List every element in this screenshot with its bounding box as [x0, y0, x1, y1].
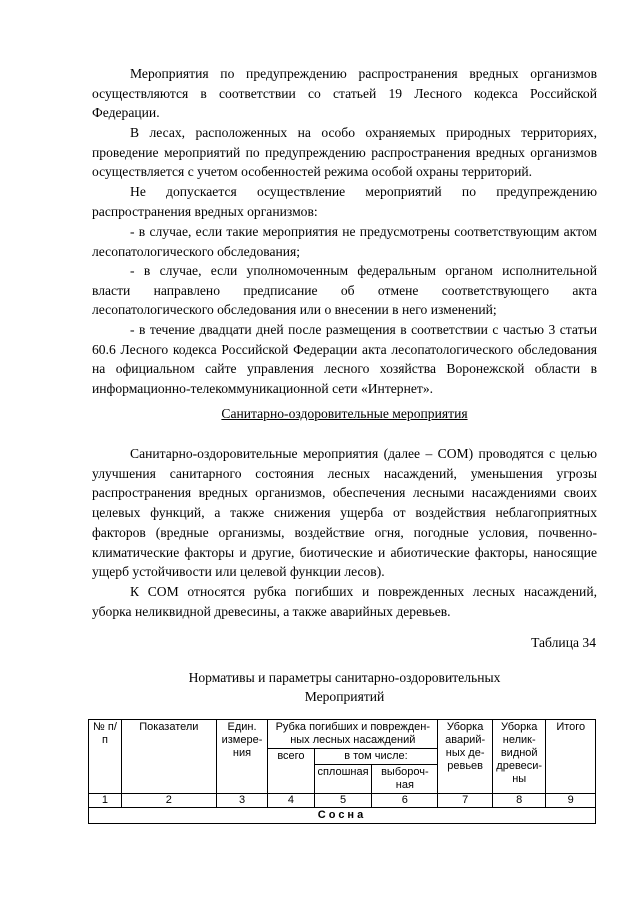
table-label: Таблица 34 — [531, 635, 596, 650]
column-number: 2 — [121, 794, 216, 808]
header-indicators: Показатели — [121, 720, 216, 794]
norms-table — [88, 719, 596, 824]
column-number: 4 — [268, 794, 314, 808]
paragraph-not-allowed: Не допускается осуществление мероприятий по предупреждению распространения вредных организмов: — [92, 184, 597, 219]
column-number: 3 — [216, 794, 268, 808]
column-number: 1 — [89, 794, 122, 808]
header-unit: Един. измере-ния — [216, 720, 268, 794]
list-item-no-act: - в случае, если такие мероприятия не предусмотрены соответствующим актом лесопатологического обследования; — [92, 224, 597, 259]
paragraph-pest-prevention: Мероприятия по предупреждению распространения вредных организмов осуществляются в соответствии со статьей 19 Лесного кодекса Российской Федерации. — [92, 66, 597, 121]
header-sum: Итого — [546, 720, 596, 794]
table-title-line-2: Мероприятий — [304, 689, 385, 704]
header-clear: сплошная — [314, 765, 372, 794]
header-num: № п/п — [89, 720, 122, 794]
header-total: всего — [268, 749, 314, 794]
header-felling: Рубка погибших и поврежден-ных лесных насаждений — [268, 720, 438, 749]
header-selective: выбороч-ная — [372, 765, 438, 794]
paragraph-protected-areas: В лесах, расположенных на особо охраняемых природных территориях, проведение мероприятий по предупреждению распространения вредных организмов осуществляется с учетом особенностей режима особой охраны территорий. — [92, 125, 597, 180]
column-number: 7 — [438, 794, 493, 808]
header-including: в том числе: — [314, 749, 438, 765]
column-number: 9 — [546, 794, 596, 808]
column-number: 8 — [492, 794, 546, 808]
header-emergency: Уборка аварий-ных де-ревьев — [438, 720, 493, 794]
column-number-row — [89, 794, 596, 808]
table-title-line-1: Нормативы и параметры санитарно-оздоровительных — [188, 670, 501, 685]
list-item-twenty-days: - в течение двадцати дней после размещения в соответствии с частью 3 статьи 60.6 Лесного кодекса Российской Федерации акта лесопатологического обследования на официальном сайте управления лесного хозяйства Воронежской области в информационно-телекоммуникационной сети «Интернет». — [92, 322, 597, 397]
column-number: 5 — [314, 794, 372, 808]
list-item-federal-order: - в случае, если уполномоченным федеральным органом исполнительной власти направлено предписание об отмене соответствующего акта лесопатологического обследования или о внесении в него изменений; — [92, 263, 597, 318]
paragraph-som-definition: Санитарно-оздоровительные мероприятия (далее – СОМ) проводятся с целью улучшения санитарного состояния лесных насаждений, уменьшения угрозы распространения вредных организмов, обеспечения лесными насаждениями своих целевых функций, а также снижения ущерба от воздействия неблагоприятных факторов (вредные организмы, воздействие огня, погодные условия, почвенно-климатические факторы и другие, биотические и абиотические факторы, наносящие ущерб устойчивости или целевой функции лесов). — [92, 446, 597, 580]
species-row-pine: Сосна — [89, 808, 596, 824]
header-illiquid: Уборка нелик-видной древеси-ны — [492, 720, 546, 794]
section-heading: Санитарно-оздоровительные мероприятия — [221, 406, 468, 421]
column-number: 6 — [372, 794, 438, 808]
paragraph-som-includes: К СОМ относятся рубка погибших и поврежденных лесных насаждений, уборка неликвидной древесины, а также аварийных деревьев. — [92, 584, 597, 619]
